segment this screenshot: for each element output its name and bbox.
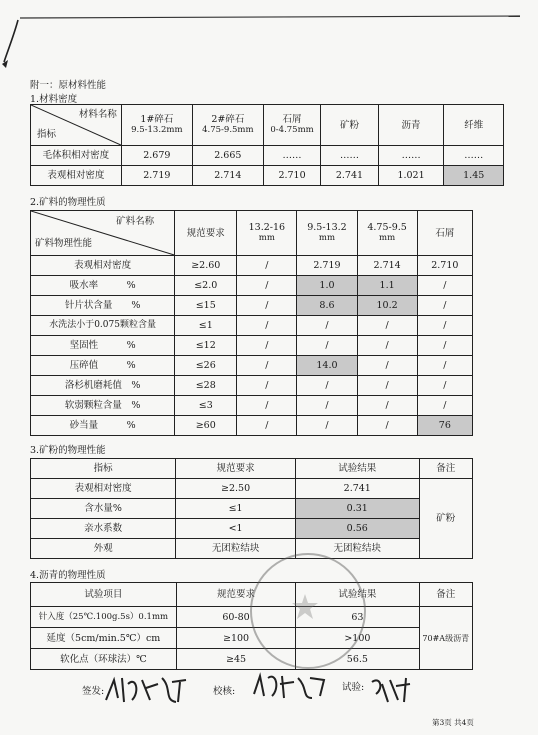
table-row: 表观相对密度 ≥2.60 / 2.719 2.714 2.710 [31,256,473,276]
table-row: 针入度（25℃.100g.5s）0.1mm 60-80 63 70#A级沥青 [31,607,473,628]
aggregate-col-4: 石屑 [417,211,472,256]
table-row: 软化点（环球法）℃ ≥45 56.5 [31,649,473,670]
mineral-powder-table: 指标 规范要求 试验结果 备注 表观相对密度 ≥2.50 2.741 矿粉 含水量% ≤1 0.31 亲水系数 <1 0.56 外观 无团粒结块 无团粒结块 [30,458,473,559]
section-3-title: 3.矿粉的物理性能 [30,445,106,456]
asphalt-properties-table: 试验项目 规范要求 试验结果 备注 针入度（25℃.100g.5s）0.1mm 60-80 63 70#A级沥青 延度（5cm/min.5℃）cm ≥100 >100 软化点（环球法）℃ ≥45 56.5 [30,582,473,670]
table-row: 延度（5cm/min.5℃）cm ≥100 >100 [31,628,473,649]
density-col-6: 纤维 [444,105,504,146]
tested-by-label: 试验: [342,682,365,693]
density-col-2: 2#碎石 4.75-9.5mm [192,105,263,146]
density-col-5: 沥青 [378,105,444,146]
tester-signature [368,672,418,706]
aggregate-head-top: 矿料名称 [116,216,155,227]
spec-header: 规范要求 [175,211,237,256]
density-head-top: 材料名称 [78,109,117,120]
issued-by-label: 签发: [82,686,105,697]
aggregate-col-1: 13.2-16 mm [237,211,297,256]
asphalt-note: 70#A级沥青 [419,607,472,670]
table-row: 水洗法小于0.075颗粒含量 ≤1 / / / / [31,316,473,336]
table-row: 针片状含量 % ≤15 / 8.6 10.2 / [31,296,473,316]
aggregate-head-bottom: 矿料物理性能 [35,238,93,249]
density-col-3: 石屑 0-4.75mm [263,105,320,146]
section-4-title: 4.沥青的物理性质 [30,570,106,581]
page-footer: 第3页 共4页 [432,718,474,727]
powder-note: 矿粉 [419,479,472,559]
table-row: 砂当量 % ≥60 / / / 76 [31,416,473,436]
table-row: 压碎值 % ≤26 / 14.0 / / [31,356,473,376]
top-border-line [0,0,538,70]
section-1-title: 1.材料密度 [30,94,78,105]
table-row: 吸水率 % ≤2.0 / 1.0 1.1 / [31,276,473,296]
table-row: 亲水系数 <1 0.56 [31,519,473,539]
density-col-4: 矿粉 [321,105,378,146]
reviewed-by-label: 校核: [213,686,236,697]
table-row: 洛杉机磨耗值 % ≤28 / / / / [31,376,473,396]
reviewer-signature [250,668,330,702]
table-row: 外观 无团粒结块 无团粒结块 [31,539,473,559]
table-row: 含水量% ≤1 0.31 [31,499,473,519]
seal-star-icon [290,592,320,622]
issuer-signature [102,670,192,708]
table-row: 表观相对密度 ≥2.50 2.741 矿粉 [31,479,473,499]
table-row: 坚固性 % ≤12 / / / / [31,336,473,356]
aggregate-properties-table [30,210,473,436]
density-header-diagonal-cell [31,105,122,146]
density-col-1: 1#碎石 9.5-13.2mm [121,105,192,146]
density-head-bottom: 指标 [37,129,57,140]
material-density-table [30,104,504,186]
section-2-title: 2.矿料的物理性质 [30,197,106,208]
aggregate-header-diagonal-cell [31,211,175,256]
table-row: 软弱颗粒含量 % ≤3 / / / / [31,396,473,416]
appendix-title: 附一：原材料性能 [30,80,107,91]
table-row: 毛体积相对密度 2.679 2.665 …… …… …… …… [31,146,504,166]
aggregate-col-3: 4.75-9.5 mm [357,211,417,256]
aggregate-col-2: 9.5-13.2 mm [297,211,357,256]
table-row: 表观相对密度 2.719 2.714 2.710 2.741 1.021 1.45 [31,166,504,186]
